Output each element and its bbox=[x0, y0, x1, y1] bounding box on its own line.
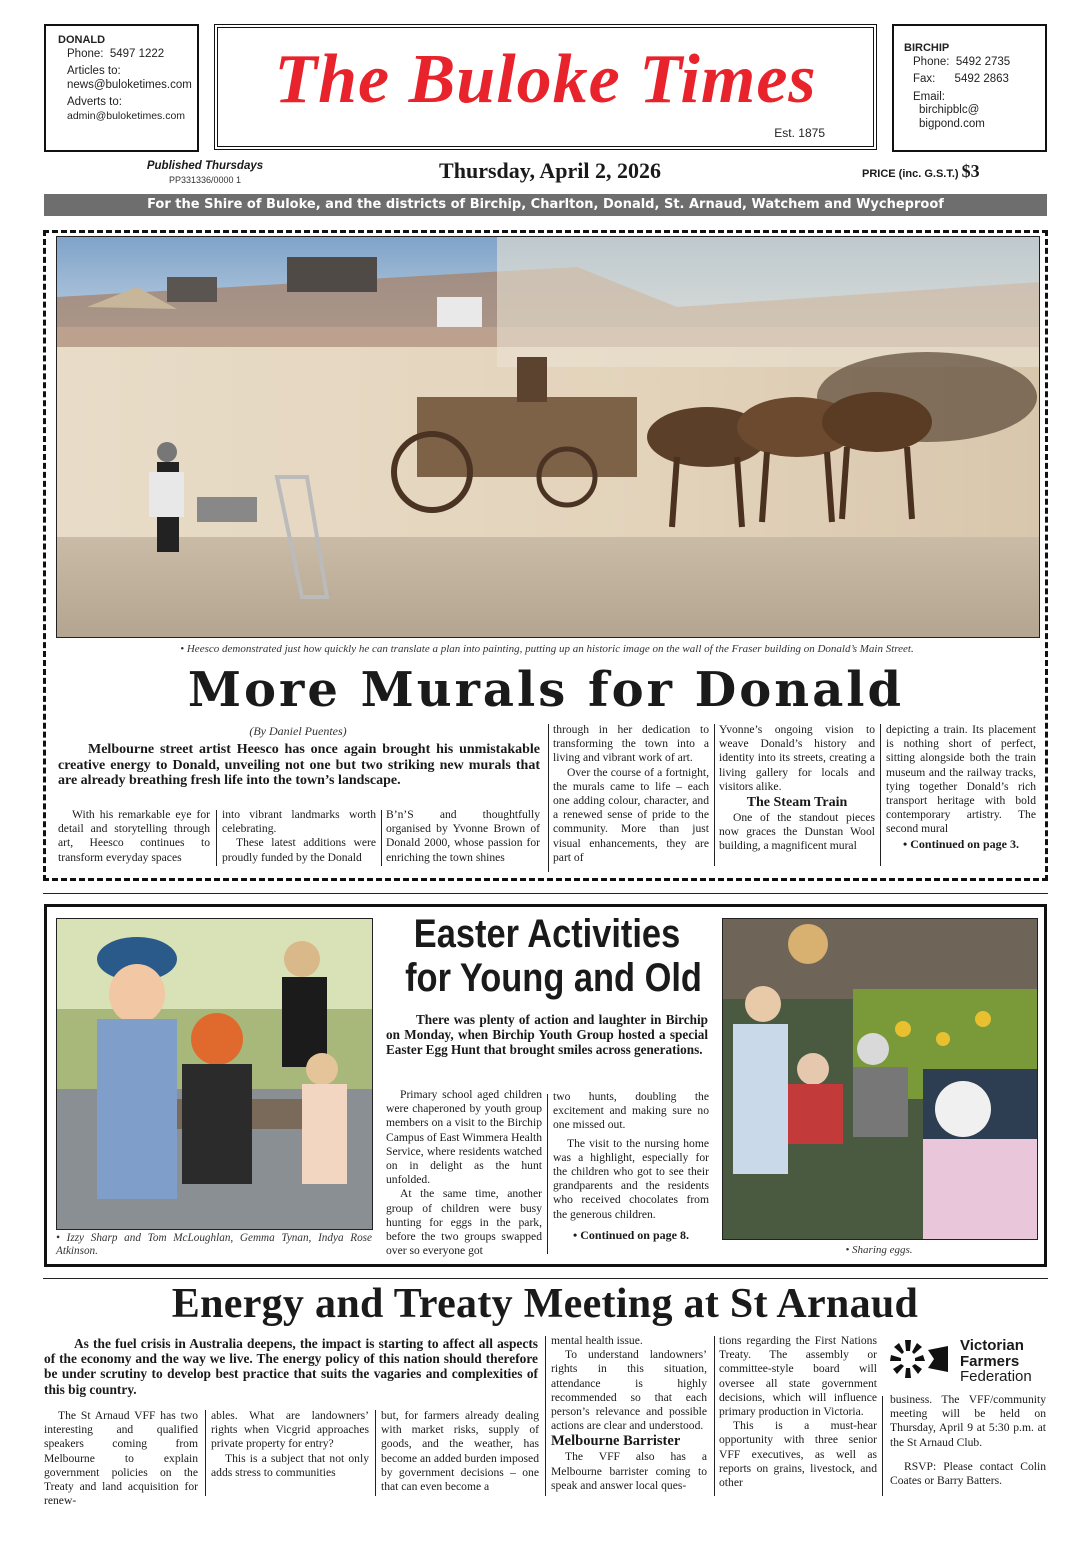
column-rule bbox=[880, 724, 881, 866]
lead-standfirst-text: Melbourne street artist Heesco has once again brought his unmistakable creative energy to Donald, unveiling not one but two striking new murals that are already breathing fresh life into the town’s landscape. bbox=[58, 742, 540, 788]
birchip-fax-number: 5492 2863 bbox=[954, 73, 1009, 85]
lead-paragraph: Over the course of a fortnight, the murals came to life – each one adding colour, character, and a renewed sense of pride to the community. More than just visual enhancements, they are part of bbox=[553, 765, 709, 864]
birchip-email-line2[interactable]: bigpond.com bbox=[919, 117, 985, 130]
energy-paragraph: but, for farmers already dealing with market risks, supply of goods, and the weather, has become an added burden imposed by government decisions – one that can even become a bbox=[381, 1409, 539, 1494]
newspaper-title: The Buloke Times bbox=[274, 41, 817, 118]
donald-phone-number: 5497 1222 bbox=[109, 47, 165, 60]
lead-paragraph: One of the standout pieces now graces the Dunstan Wool building, a magnificent mural bbox=[719, 811, 875, 853]
issue-date: Thursday, April 2, 2026 bbox=[439, 158, 661, 183]
energy-paragraph: business. The VFF/community meeting will be held on Thursday, April 9 at 5:30 p.m. at the St Arnaud Club. bbox=[890, 1393, 1046, 1449]
energy-paragraph: The St Arnaud VFF has two interesting and qualified speakers coming from Melbourne to explain government policies on the Treaty and land acquisition for renew- bbox=[44, 1409, 198, 1508]
energy-paragraph: tions regarding the First Nations Treaty. The assembly or committee-style board will oversee all state government decisions, which will influence primary production in Victoria. bbox=[719, 1334, 877, 1419]
energy-column-6 bbox=[890, 1393, 1046, 1488]
easter-headline-line1: Easter Activities bbox=[413, 912, 681, 956]
vff-logo-line1: Victorian bbox=[960, 1337, 1024, 1354]
easter-paragraph: The visit to the nursing home was a highlight, especially for the children who got to see their grandparents and the residents who received chocolates from the generous children. bbox=[553, 1136, 709, 1221]
birchip-contact-box bbox=[892, 24, 1047, 152]
column-rule bbox=[381, 810, 382, 866]
coverage-banner: For the Shire of Buloke, and the districts of Birchip, Charlton, Donald, St. Arnaud, Watchem and Wycheproof bbox=[44, 194, 1047, 216]
melbourne-barrister-subhead: Melbourne Barrister bbox=[551, 1433, 681, 1450]
print-post-number: PP331336/0000 1 bbox=[168, 175, 242, 185]
column-rule bbox=[375, 1410, 376, 1496]
donald-adverts-label: Adverts to: bbox=[67, 96, 122, 108]
column-rule bbox=[205, 1410, 206, 1496]
lead-column-6 bbox=[886, 723, 1036, 852]
lead-paragraph: into vibrant landmarks worth celebrating. bbox=[222, 808, 376, 836]
column-rule bbox=[882, 1396, 883, 1496]
energy-paragraph: This is a subject that not only adds stress to communities bbox=[211, 1451, 369, 1479]
lead-column-5 bbox=[719, 723, 875, 854]
column-rule bbox=[548, 724, 549, 872]
lead-paragraph: depicting a train. Its placement is nothing short of perfect, sitting alongside both the train museum and the railway tracks, tying together Donald’s rich transport heritage with bold contemporary artistry. The second mural bbox=[886, 723, 1036, 836]
energy-paragraph: The VFF also has a Melbourne barrister coming to speak and answer local ques- bbox=[551, 1450, 707, 1492]
column-rule bbox=[547, 1094, 548, 1254]
lead-paragraph: B’n’S and thoughtfully organised by Yvonne Brown of Donald 2000, whose passion for enriching the town shines bbox=[386, 808, 540, 864]
birchip-heading: BIRCHIP bbox=[904, 42, 950, 54]
energy-headline: Energy and Treaty Meeting at St Arnaud bbox=[171, 1281, 919, 1327]
birchip-phone bbox=[904, 56, 1045, 70]
donald-contact-box bbox=[44, 24, 199, 152]
section-divider bbox=[43, 893, 1048, 894]
energy-paragraph: To understand landowners’ rights in this situation, attendance is highly recommended so that each person’s relevance and possible actions are clear and understood. bbox=[551, 1348, 707, 1433]
birchip-fax-label: Fax: bbox=[913, 73, 936, 85]
lead-column-1 bbox=[58, 808, 210, 865]
mural-photo bbox=[56, 236, 1040, 638]
easter-column-1 bbox=[386, 1088, 542, 1258]
lead-paragraph: through in her dedication to transforming the town into a living and vibrant work of art. bbox=[553, 723, 709, 765]
sharing-eggs-caption: • Sharing eggs. bbox=[845, 1244, 913, 1256]
birchip-email-label: Email: bbox=[913, 90, 945, 103]
face-painting-photo bbox=[56, 918, 373, 1230]
established-year: Est. 1875 bbox=[774, 126, 825, 140]
lead-standfirst bbox=[58, 742, 540, 789]
face-painting-caption: • Izzy Sharp and Tom McLoughlan, Gemma Tynan, Indya Rose Atkinson. bbox=[56, 1232, 372, 1257]
lead-headline: More Murals for Donald bbox=[187, 662, 905, 718]
vff-logo-line3: Federation bbox=[960, 1368, 1032, 1385]
mural-photo-caption: • Heesco demonstrated just how quickly he can translate a plan into painting, putting up an historic image on the wall of the Fraser building on Donald’s Main Street. bbox=[180, 643, 914, 655]
energy-standfirst-text: As the fuel crisis in Australia deepens, the impact is starting to affect all aspects of the economy and the way we live. The energy policy of this nation should therefore be under scrutiny to develop best practice that suits the vagaries and complexities of this big country. bbox=[44, 1336, 538, 1397]
donald-adverts-email[interactable]: admin@buloketimes.com bbox=[67, 109, 186, 122]
vff-logo-text bbox=[960, 1338, 1032, 1385]
vff-sunburst-logo-icon bbox=[888, 1336, 950, 1384]
easter-standfirst-text: There was plenty of action and laughter in Birchip on Monday, when Birchip Youth Group hosted a special Easter Egg Hunt that brought smiles across generations. bbox=[386, 1012, 708, 1057]
price-value: $3 bbox=[961, 161, 980, 181]
column-rule bbox=[714, 1336, 715, 1496]
published-days: Published Thursdays bbox=[146, 160, 264, 172]
energy-paragraph: ables. What are landowners’ rights when Vicgrid approaches private property for entry? bbox=[211, 1409, 369, 1451]
easter-column-2 bbox=[553, 1090, 709, 1243]
lead-column-4 bbox=[553, 723, 709, 865]
column-rule bbox=[216, 810, 217, 866]
easter-standfirst bbox=[386, 1013, 708, 1057]
price-label: PRICE (inc. G.S.T.) bbox=[862, 168, 959, 180]
steam-train-subhead: The Steam Train bbox=[746, 795, 848, 811]
donald-phone-label: Phone: bbox=[67, 47, 104, 60]
price-box bbox=[862, 160, 980, 185]
lead-paragraph: These latest additions were proudly funded by the Donald bbox=[222, 836, 376, 864]
donald-phone bbox=[58, 48, 197, 62]
birchip-phone-number: 5492 2735 bbox=[955, 55, 1011, 68]
vff-logo bbox=[888, 1336, 1048, 1388]
birchip-fax bbox=[904, 73, 1045, 87]
lead-paragraph: With his remarkable eye for detail and storytelling through art, Heesco continues to transform everyday spaces bbox=[58, 808, 210, 864]
donald-articles-email[interactable]: news@buloketimes.com bbox=[67, 78, 192, 91]
birchip-phone-label: Phone: bbox=[913, 55, 950, 68]
energy-standfirst bbox=[44, 1336, 538, 1397]
energy-paragraph: RSVP: Please contact Colin Coates or Barry Batters. bbox=[890, 1459, 1046, 1488]
donald-articles-label: Articles to: bbox=[67, 65, 121, 77]
easter-paragraph: At the same time, another group of children were busy hunting for eggs in the park, before the two groups swapped over so everyone got bbox=[386, 1187, 542, 1258]
face-painting-photo-illustration bbox=[57, 919, 372, 1229]
column-rule bbox=[545, 1336, 546, 1496]
mural-photo-illustration bbox=[57, 237, 1039, 637]
column-rule bbox=[714, 724, 715, 866]
energy-column-2 bbox=[211, 1409, 369, 1480]
easter-paragraph: two hunts, doubling the excitement and making sure no one missed out. bbox=[553, 1090, 709, 1132]
vff-logo-line2: Farmers bbox=[960, 1352, 1020, 1370]
lead-column-2 bbox=[222, 808, 376, 865]
lead-paragraph: Yvonne’s ongoing vision to weave Donald’s history and identity into its streets, creating a living gallery for locals and visitors alike. bbox=[719, 723, 875, 793]
sharing-eggs-photo-illustration bbox=[723, 919, 1037, 1239]
lead-byline: (By Daniel Puentes) bbox=[249, 724, 347, 738]
continued-page-3-link[interactable]: • Continued on page 3. bbox=[903, 836, 1019, 851]
sharing-eggs-photo bbox=[722, 918, 1038, 1240]
energy-column-4 bbox=[551, 1334, 707, 1493]
continued-page-8-link[interactable]: • Continued on page 8. bbox=[573, 1227, 689, 1242]
lead-column-3 bbox=[386, 808, 540, 865]
section-divider bbox=[43, 1278, 1048, 1279]
easter-paragraph: Primary school aged children were chaperoned by youth group members on a visit to the Birchip Campus of East Wimmera Health Service, where residents watched on in delight as the hunt unfolded. bbox=[386, 1088, 542, 1187]
masthead-title-box bbox=[214, 24, 877, 150]
birchip-email-line1[interactable]: birchipblc@ bbox=[919, 104, 980, 116]
energy-paragraph: mental health issue. bbox=[551, 1334, 643, 1347]
energy-column-3 bbox=[381, 1409, 539, 1494]
easter-headline bbox=[382, 912, 712, 1000]
publication-info bbox=[140, 160, 270, 186]
donald-heading: DONALD bbox=[58, 34, 106, 46]
energy-column-1 bbox=[44, 1409, 198, 1508]
easter-headline-line2: for Young and Old bbox=[405, 956, 702, 1000]
energy-column-5 bbox=[719, 1334, 877, 1490]
energy-paragraph: This is a must-hear opportunity with three senior VFF executives, as well as reports on grains, livestock, and other bbox=[719, 1419, 877, 1490]
